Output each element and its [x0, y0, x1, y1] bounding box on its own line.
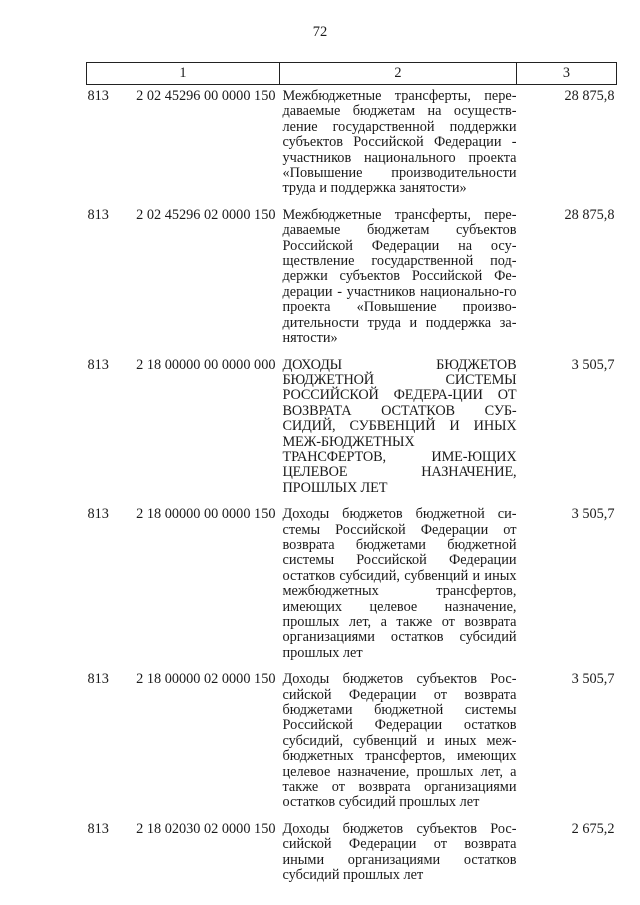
admin-code: 813 — [87, 671, 109, 688]
revenue-table — [86, 62, 617, 895]
column-header-2: 2 — [280, 63, 517, 85]
table-header-row — [87, 63, 617, 85]
table-row — [87, 85, 617, 208]
budget-code: 2 18 00000 00 0000 000 — [136, 356, 276, 373]
amount-cell — [517, 822, 617, 895]
table-row — [87, 822, 617, 895]
income-name: Доходы бюджетов субъектов Рос-сийской Федерации от возврата иными организациями остатков субсидий прошлых лет — [282, 820, 517, 884]
amount-cell — [517, 85, 617, 208]
code-cell — [87, 822, 280, 895]
budget-code: 2 18 02030 02 0000 150 — [136, 820, 276, 837]
code-cell — [87, 358, 280, 508]
amount-cell — [517, 672, 617, 822]
amount-value: 3 505,7 — [571, 671, 615, 688]
table-row — [87, 507, 617, 672]
budget-code: 2 18 00000 02 0000 150 — [136, 671, 276, 688]
column-header-1: 1 — [87, 63, 280, 85]
budget-code: 2 18 00000 00 0000 150 — [136, 506, 276, 523]
amount-cell — [517, 507, 617, 672]
page-number: 72 — [312, 24, 328, 40]
admin-code: 813 — [87, 88, 109, 104]
amount-value: 3 505,7 — [571, 506, 615, 523]
code-cell — [87, 507, 280, 672]
amount-cell — [517, 358, 617, 508]
column-header-3: 3 — [517, 63, 617, 85]
name-cell — [280, 358, 517, 508]
code-cell — [87, 208, 280, 358]
amount-cell — [517, 208, 617, 358]
name-cell — [280, 822, 517, 895]
code-cell — [87, 85, 280, 208]
table-row — [87, 358, 617, 508]
code-cell — [87, 672, 280, 822]
admin-code: 813 — [87, 206, 109, 223]
admin-code: 813 — [87, 820, 109, 837]
amount-value: 2 675,2 — [571, 820, 615, 837]
income-name: Межбюджетные трансферты, пере-даваемые бюджетам на осуществ-ление государственной поддержки субъектов Российской Федерации - участников национального проекта «Повышение производительности труда и поддержка занятости» — [282, 88, 517, 197]
table-row — [87, 208, 617, 358]
income-name: ДОХОДЫ БЮДЖЕТОВ БЮДЖЕТНОЙ СИСТЕМЫ РОССИЙСКОЙ ФЕДЕРА-ЦИИ ОТ ВОЗВРАТА ОСТАТКОВ СУБ-СИДИЙ, СУБВЕНЦИЙ И ИНЫХ МЕЖ-БЮДЖЕТНЫХ ТРАНСФЕРТОВ, ИМЕ-ЮЩИХ ЦЕЛЕВОЕ НАЗНАЧЕНИЕ, ПРОШЛЫХ ЛЕТ — [282, 356, 517, 496]
income-name: Доходы бюджетов субъектов Рос-сийской Федерации от возврата бюджетами бюджетной системы Российской Федерации остатков субсидий, субвенций и иных меж-бюджетных трансфертов, имеющих целевое назначение, прошлых лет, а также от возврата организациями остатков субсидий прошлых лет — [282, 671, 517, 811]
budget-code: 2 02 45296 02 0000 150 — [136, 206, 276, 223]
name-cell — [280, 208, 517, 358]
name-cell — [280, 672, 517, 822]
table-row — [87, 672, 617, 822]
amount-value: 3 505,7 — [571, 356, 615, 373]
income-name: Доходы бюджетов бюджетной си-стемы Российской Федерации от возврата бюджетами бюджетной системы Российской Федерации остатков субсидий, субвенций и иных межбюджетных трансфертов, имеющих целевое назначение, прошлых лет, а также от возврата организациями остатков субсидий прошлых лет — [282, 506, 517, 661]
admin-code: 813 — [87, 356, 109, 373]
amount-value: 28 875,8 — [564, 206, 615, 223]
budget-code: 2 02 45296 00 0000 150 — [136, 88, 276, 104]
name-cell — [280, 85, 517, 208]
amount-value: 28 875,8 — [564, 88, 615, 104]
income-name: Межбюджетные трансферты, пере-даваемые бюджетам субъектов Российской Федерации на осу-ществление государственной под-держки субъектов Российской Фе-дерации - участников национально-го проекта «Повышение произво-дительности труда и поддержка за-нятости» — [282, 206, 517, 347]
admin-code: 813 — [87, 506, 109, 523]
name-cell — [280, 507, 517, 672]
